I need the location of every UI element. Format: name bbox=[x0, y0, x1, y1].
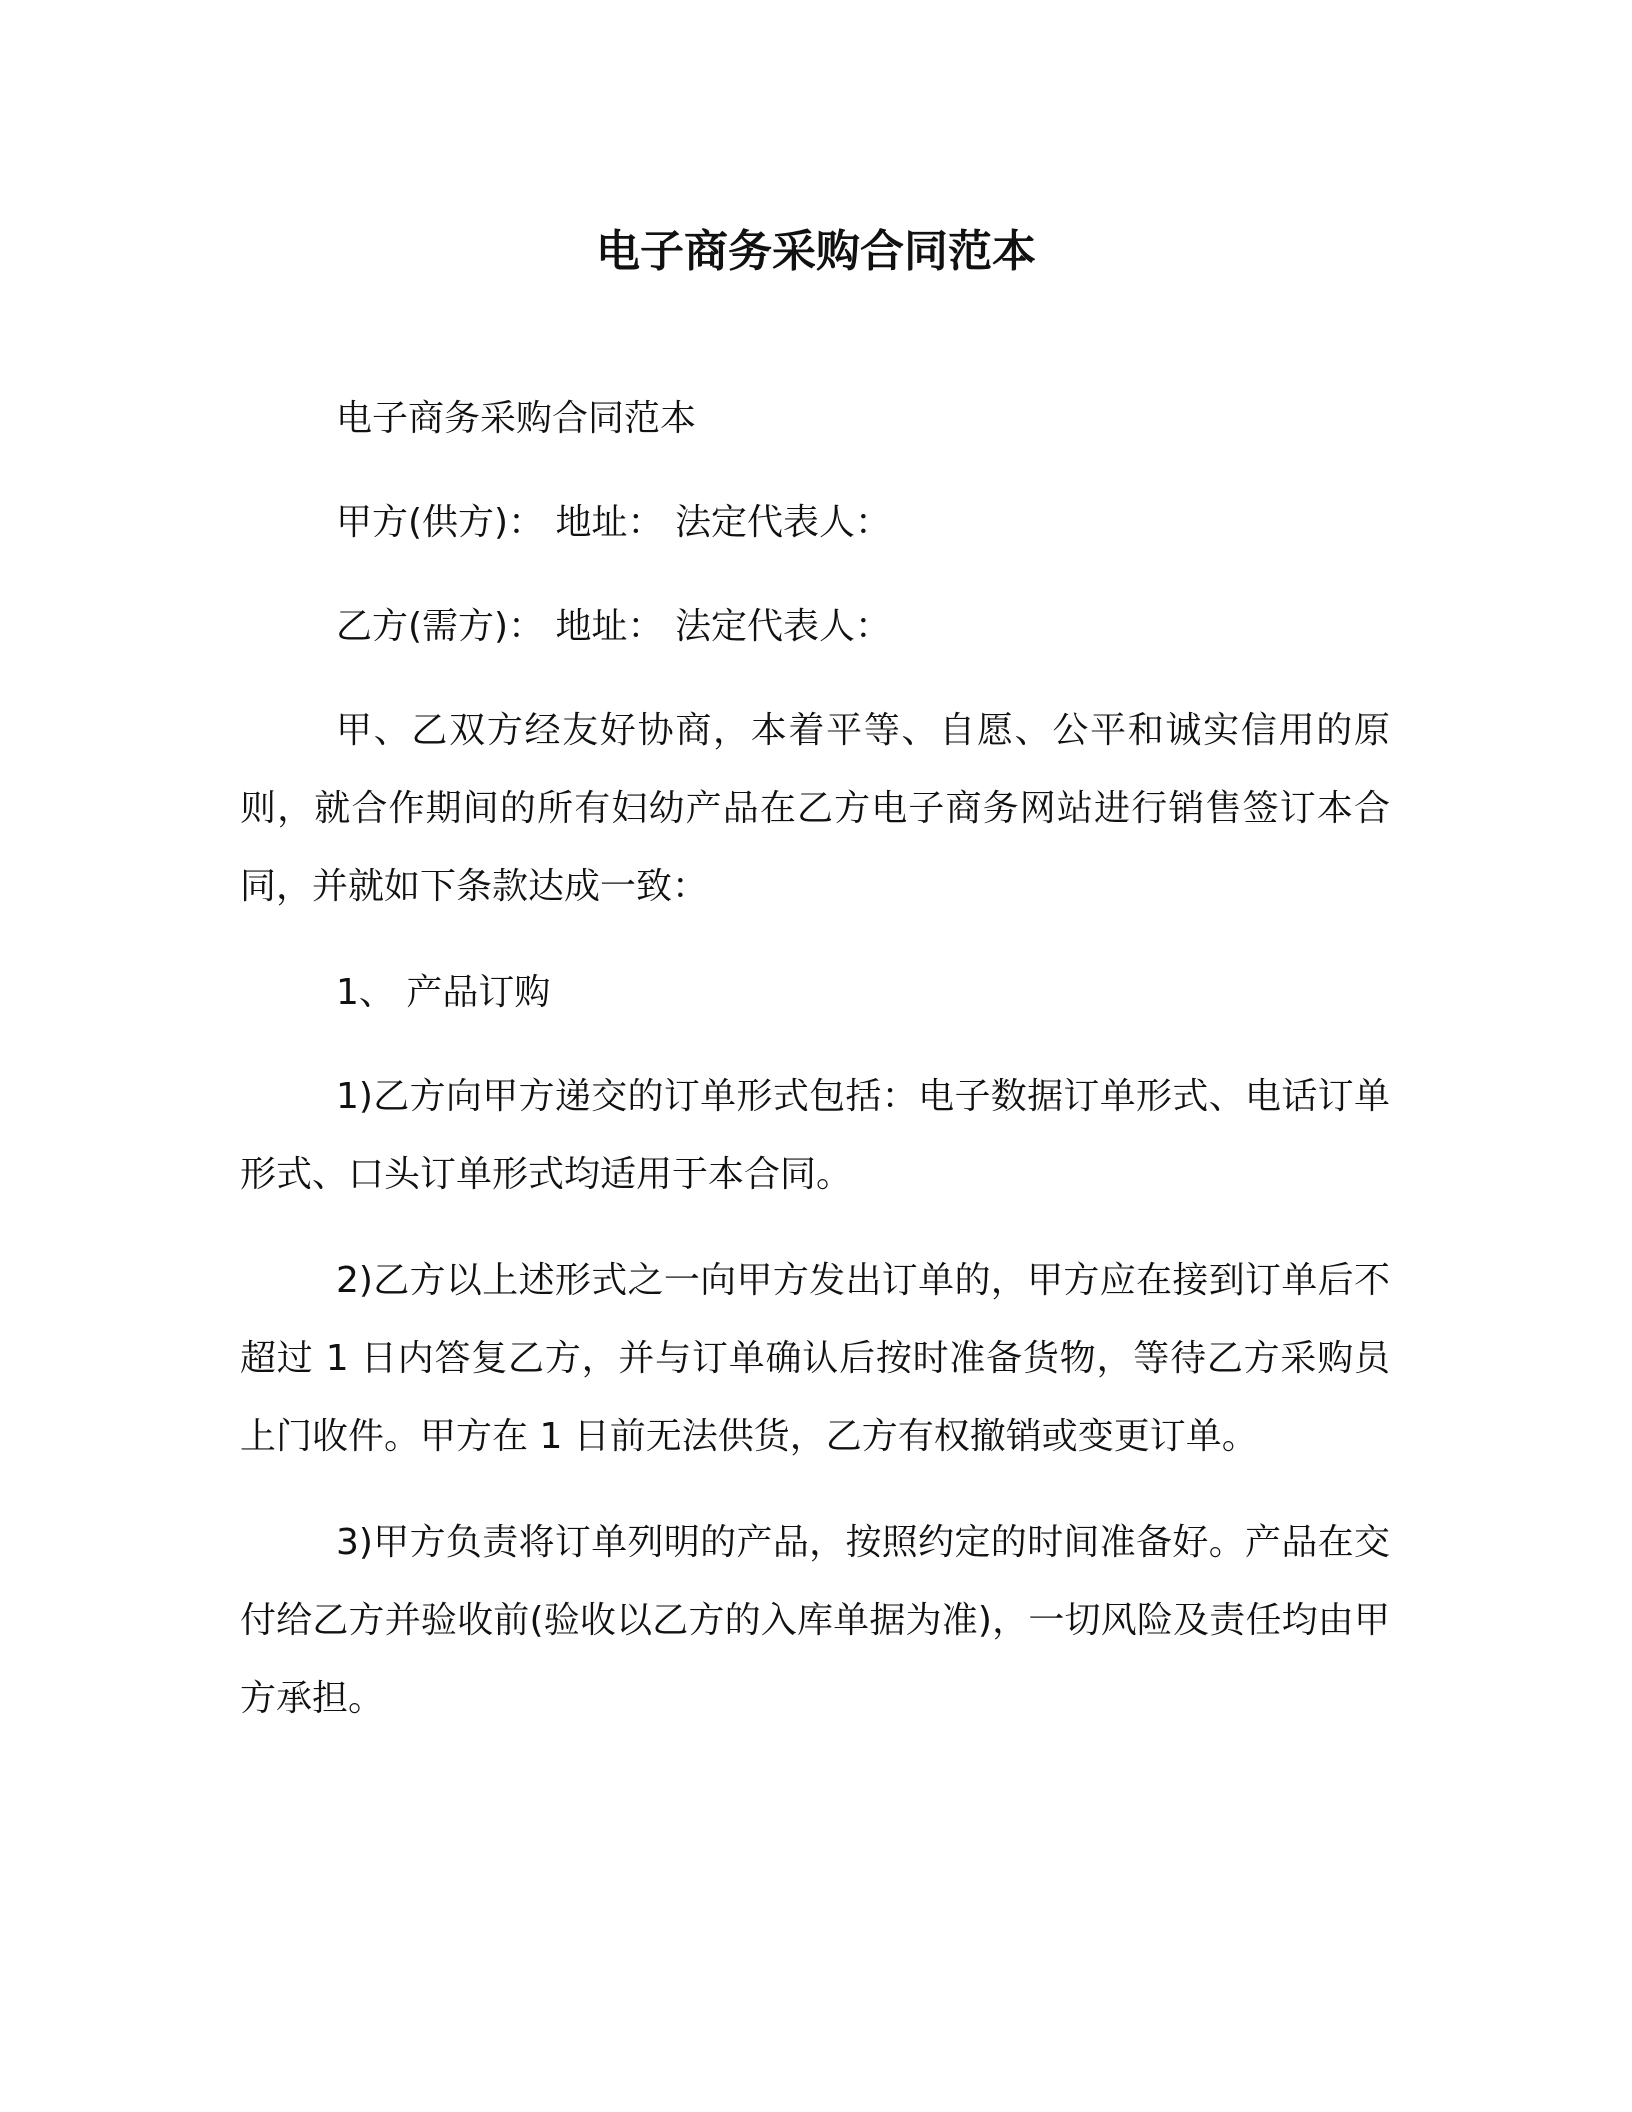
paragraph-party-a: 甲方(供方)： 地址： 法定代表人： bbox=[336, 502, 891, 543]
paragraph-section-1: 1、 产品订购 bbox=[336, 972, 551, 1013]
paragraph-preamble: 甲、乙双方经友好协商，本着平等、自愿、公平和诚实信用的原则，就合作期间的所有妇幼产品在乙方电子商务网站进行销售签订本合同，并就如下条款达成一致： bbox=[240, 710, 1390, 907]
paragraph-clause-2: 2)乙方以上述形式之一向甲方发出订单的，甲方应在接到订单后不超过 1 日内答复乙方，并与订单确认后按时准备货物，等待乙方采购员上门收件。甲方在 1 日前无法供货，乙方有权撤销或变更订单。 bbox=[240, 1260, 1390, 1457]
paragraph-clause-3: 3)甲方负责将订单列明的产品，按照约定的时间准备好。产品在交付给乙方并验收前(验收以乙方的入库单据为准)，一切风险及责任均由甲方承担。 bbox=[240, 1522, 1390, 1719]
paragraph-heading: 电子商务采购合同范本 bbox=[336, 398, 697, 439]
paragraph-clause-1: 1)乙方向甲方递交的订单形式包括：电子数据订单形式、电话订单形式、口头订单形式均适用于本合同。 bbox=[240, 1076, 1390, 1195]
document-title: 电子商务采购合同范本 bbox=[596, 226, 1036, 277]
paragraph-party-b: 乙方(需方)： 地址： 法定代表人： bbox=[336, 606, 891, 647]
document-body bbox=[240, 380, 1390, 1766]
